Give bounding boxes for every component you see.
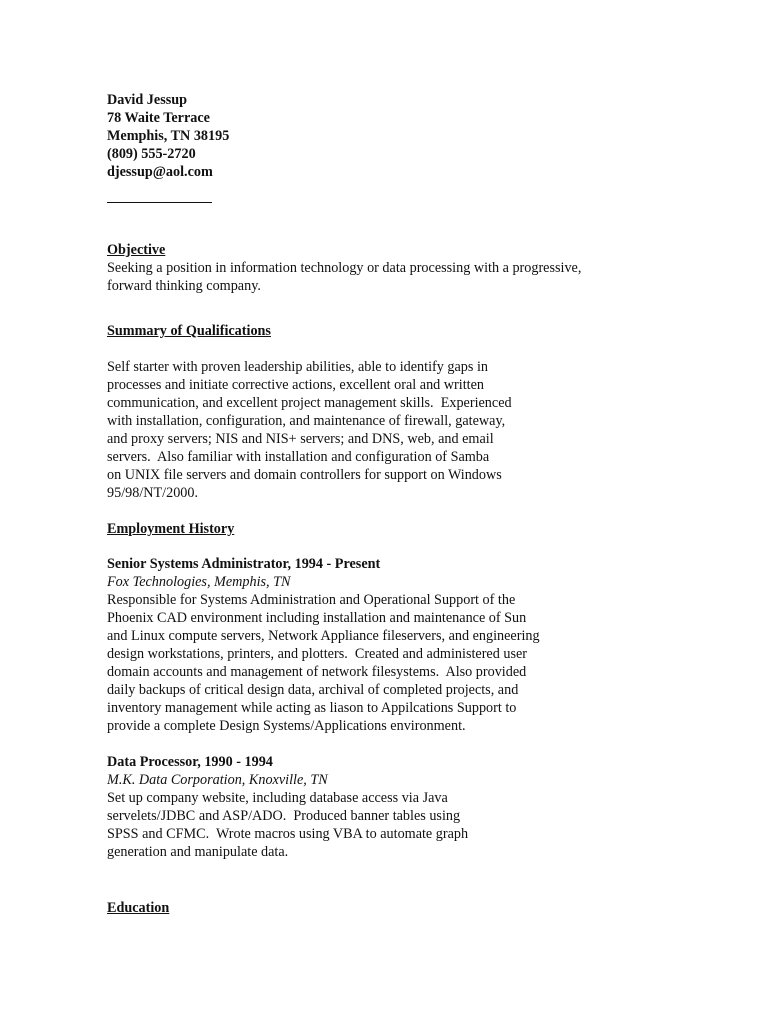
employment-heading: Employment History [107,521,235,537]
job-line: inventory management while acting as liason to Appilcations Support to [107,700,517,716]
objective-line: forward thinking company. [107,278,261,294]
job-line: domain accounts and management of network filesystems. Also provided [107,664,527,680]
job-line: generation and manipulate data. [107,844,289,860]
education-section [107,899,727,917]
job-line: provide a complete Design Systems/Applications environment. [107,718,466,734]
summary-line: 95/98/NT/2000. [107,485,199,501]
resume-page [107,91,727,917]
summary-line: with installation, configuration, and maintenance of firewall, gateway, [107,413,506,429]
objective-line: Seeking a position in information technology or data processing with a progressive, [107,260,582,276]
employment-section [107,520,727,861]
summary-line: servers. Also familiar with installation and configuration of Samba [107,449,490,465]
job-entry [107,753,727,861]
summary-line: communication, and excellent project management skills. Experienced [107,395,512,411]
contact-block [107,91,727,181]
summary-line: on UNIX file servers and domain controllers for support on Windows [107,467,502,483]
job-line: Set up company website, including database access via Java [107,790,448,806]
job-title: Data Processor, 1990 - 1994 [107,754,273,770]
contact-name: David Jessup [107,92,188,108]
job-line: servelets/JDBC and ASP/ADO. Produced banner tables using [107,808,461,824]
summary-heading: Summary of Qualifications [107,323,271,339]
job-line: Phoenix CAD environment including installation and maintenance of Sun [107,610,527,626]
contact-email: djessup@aol.com [107,164,213,180]
contact-phone: (809) 555-2720 [107,146,196,162]
summary-line: processes and initiate corrective actions, excellent oral and written [107,377,484,393]
job-line: design workstations, printers, and plotters. Created and administered user [107,646,528,662]
contact-divider [107,202,212,203]
job-title: Senior Systems Administrator, 1994 - Present [107,556,381,572]
summary-section [107,322,727,502]
job-line: Responsible for Systems Administration and Operational Support of the [107,592,516,608]
objective-section [107,241,727,295]
education-heading: Education [107,900,170,916]
summary-body [107,358,727,502]
job-line: SPSS and CFMC. Wrote macros using VBA to automate graph [107,826,469,842]
job-entry [107,555,727,735]
summary-line: and proxy servers; NIS and NIS+ servers; and DNS, web, and email [107,431,494,447]
job-line: and Linux compute servers, Network Appliance fileservers, and engineering [107,628,540,644]
contact-city: Memphis, TN 38195 [107,128,230,144]
contact-street: 78 Waite Terrace [107,110,210,126]
job-line: daily backups of critical design data, archival of completed projects, and [107,682,519,698]
objective-heading: Objective [107,242,166,258]
summary-line: Self starter with proven leadership abilities, able to identify gaps in [107,359,488,375]
job-company: Fox Technologies, Memphis, TN [107,574,291,590]
job-company: M.K. Data Corporation, Knoxville, TN [107,772,328,788]
